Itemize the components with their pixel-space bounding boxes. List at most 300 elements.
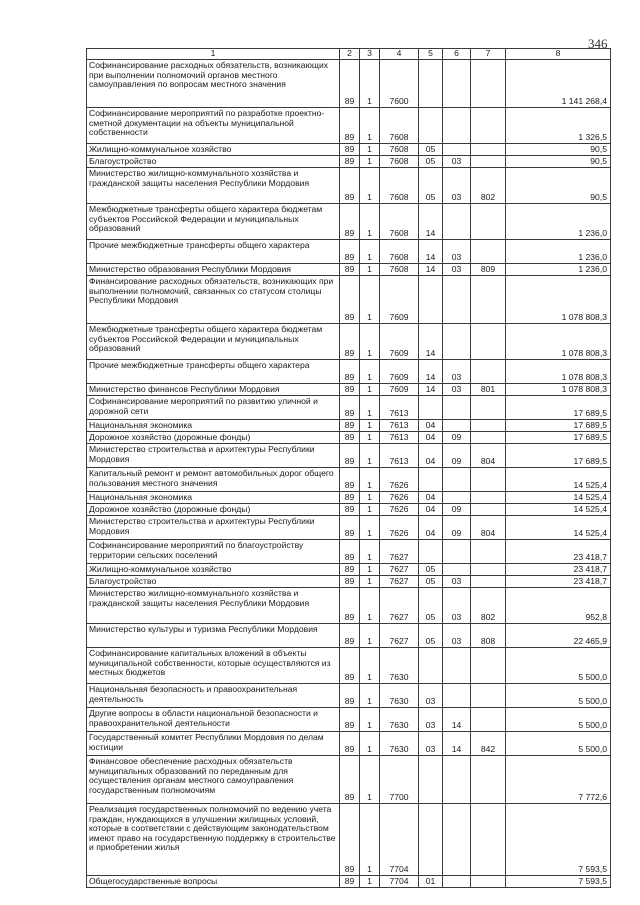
- section-code-cell: 89: [340, 876, 360, 888]
- chapter-code-cell: 01: [419, 876, 443, 888]
- table-row: [87, 108, 611, 144]
- target-article-cell: 7627: [380, 540, 419, 564]
- section-code-cell: 89: [340, 432, 360, 444]
- chapter-code-cell: 04: [419, 432, 443, 444]
- row-name-cell: Софинансирование капитальных вложений в объекты муниципальной собственности, которые осуществляются из местных бюджетов: [87, 648, 340, 684]
- subsection-code-cell: 1: [360, 156, 380, 168]
- amount-cell: 17 689,5: [506, 432, 611, 444]
- section-code-cell: 89: [340, 648, 360, 684]
- subsection-code-cell: 1: [360, 516, 380, 540]
- row-name-cell: Софинансирование мероприятий по благоустройству территории сельских поселений: [87, 540, 340, 564]
- subchapter-code-cell: [443, 876, 471, 888]
- amount-cell: 22 465,9: [506, 624, 611, 648]
- subsection-code-cell: 1: [360, 564, 380, 576]
- subsection-code-cell: 1: [360, 624, 380, 648]
- agency-code-cell: [471, 420, 506, 432]
- section-code-cell: 89: [340, 540, 360, 564]
- row-name-cell: Прочие межбюджетные трансферты общего характера: [87, 360, 340, 384]
- section-code-cell: 89: [340, 168, 360, 204]
- chapter-code-cell: 04: [419, 504, 443, 516]
- section-code-cell: 89: [340, 276, 360, 324]
- target-article-cell: 7700: [380, 756, 419, 804]
- subchapter-code-cell: [443, 648, 471, 684]
- target-article-cell: 7609: [380, 360, 419, 384]
- section-code-cell: 89: [340, 396, 360, 420]
- table-row: [87, 420, 611, 432]
- table-row: [87, 444, 611, 468]
- subchapter-code-cell: [443, 396, 471, 420]
- subchapter-code-cell: 14: [443, 708, 471, 732]
- section-code-cell: 89: [340, 504, 360, 516]
- row-name-cell: Благоустройство: [87, 576, 340, 588]
- section-code-cell: 89: [340, 756, 360, 804]
- agency-code-cell: [471, 504, 506, 516]
- row-name-cell: Министерство строительства и архитектуры Республики Мордовия: [87, 516, 340, 540]
- row-name-cell: Министерство жилищно-коммунального хозяйства и гражданской защиты населения Республики Мордовия: [87, 168, 340, 204]
- table-row: [87, 804, 611, 876]
- target-article-cell: 7626: [380, 492, 419, 504]
- agency-code-cell: 804: [471, 516, 506, 540]
- subchapter-code-cell: [443, 276, 471, 324]
- section-code-cell: 89: [340, 60, 360, 108]
- target-article-cell: 7609: [380, 324, 419, 360]
- amount-cell: 1 236,0: [506, 204, 611, 240]
- subchapter-code-cell: [443, 324, 471, 360]
- row-name-cell: Национальная экономика: [87, 492, 340, 504]
- agency-code-cell: [471, 876, 506, 888]
- agency-code-cell: 802: [471, 168, 506, 204]
- section-code-cell: 89: [340, 420, 360, 432]
- row-name-cell: Дорожное хозяйство (дорожные фонды): [87, 504, 340, 516]
- section-code-cell: 89: [340, 588, 360, 624]
- table-row: [87, 588, 611, 624]
- agency-code-cell: [471, 60, 506, 108]
- header-cell: 4: [380, 49, 419, 60]
- target-article-cell: 7608: [380, 168, 419, 204]
- amount-cell: 7 593,5: [506, 876, 611, 888]
- target-article-cell: 7608: [380, 108, 419, 144]
- amount-cell: 1 236,0: [506, 264, 611, 276]
- subsection-code-cell: 1: [360, 876, 380, 888]
- subsection-code-cell: 1: [360, 432, 380, 444]
- row-name-cell: Софинансирование мероприятий по разработке проектно-сметной документации на объекты муниципальной собственности: [87, 108, 340, 144]
- row-name-cell: Реализация государственных полномочий по ведению учета граждан, нуждающихся в улучшении жилищных условий, которые в соответствии с действующим законодательством имеют право на государственную поддержку в строительстве и приобретении жилья: [87, 804, 340, 876]
- chapter-code-cell: 04: [419, 444, 443, 468]
- target-article-cell: 7627: [380, 588, 419, 624]
- section-code-cell: 89: [340, 324, 360, 360]
- table-row: [87, 204, 611, 240]
- table-row: [87, 360, 611, 384]
- agency-code-cell: [471, 540, 506, 564]
- table-row: [87, 708, 611, 732]
- chapter-code-cell: 03: [419, 732, 443, 756]
- amount-cell: 23 418,7: [506, 540, 611, 564]
- row-name-cell: Капитальный ремонт и ремонт автомобильных дорог общего пользования местного значения: [87, 468, 340, 492]
- subchapter-code-cell: 09: [443, 444, 471, 468]
- subchapter-code-cell: [443, 420, 471, 432]
- chapter-code-cell: 05: [419, 588, 443, 624]
- table-row: [87, 576, 611, 588]
- budget-table: [86, 48, 611, 888]
- row-name-cell: Министерство культуры и туризма Республики Мордовия: [87, 624, 340, 648]
- agency-code-cell: [471, 204, 506, 240]
- row-name-cell: Государственный комитет Республики Мордовия по делам юстиции: [87, 732, 340, 756]
- row-name-cell: Национальная экономика: [87, 420, 340, 432]
- subsection-code-cell: 1: [360, 708, 380, 732]
- amount-cell: 14 525,4: [506, 468, 611, 492]
- target-article-cell: 7627: [380, 576, 419, 588]
- subchapter-code-cell: 14: [443, 732, 471, 756]
- row-name-cell: Министерство строительства и архитектуры Республики Мордовия: [87, 444, 340, 468]
- section-code-cell: 89: [340, 708, 360, 732]
- subsection-code-cell: 1: [360, 576, 380, 588]
- subchapter-code-cell: 09: [443, 432, 471, 444]
- target-article-cell: 7626: [380, 504, 419, 516]
- table-row: [87, 156, 611, 168]
- agency-code-cell: [471, 708, 506, 732]
- target-article-cell: 7608: [380, 264, 419, 276]
- subchapter-code-cell: 03: [443, 624, 471, 648]
- section-code-cell: 89: [340, 516, 360, 540]
- chapter-code-cell: 05: [419, 576, 443, 588]
- table-row: [87, 396, 611, 420]
- agency-code-cell: [471, 156, 506, 168]
- section-code-cell: 89: [340, 360, 360, 384]
- header-cell: 7: [471, 49, 506, 60]
- agency-code-cell: 809: [471, 264, 506, 276]
- subchapter-code-cell: 09: [443, 516, 471, 540]
- chapter-code-cell: 14: [419, 324, 443, 360]
- table-row: [87, 240, 611, 264]
- target-article-cell: 7608: [380, 144, 419, 156]
- subsection-code-cell: 1: [360, 420, 380, 432]
- chapter-code-cell: 14: [419, 264, 443, 276]
- amount-cell: 14 525,4: [506, 492, 611, 504]
- amount-cell: 17 689,5: [506, 444, 611, 468]
- section-code-cell: 89: [340, 444, 360, 468]
- subsection-code-cell: 1: [360, 396, 380, 420]
- chapter-code-cell: 05: [419, 624, 443, 648]
- agency-code-cell: [471, 276, 506, 324]
- target-article-cell: 7613: [380, 432, 419, 444]
- section-code-cell: 89: [340, 468, 360, 492]
- header-cell: 1: [87, 49, 340, 60]
- section-code-cell: 89: [340, 108, 360, 144]
- chapter-code-cell: 14: [419, 384, 443, 396]
- chapter-code-cell: [419, 804, 443, 876]
- subsection-code-cell: 1: [360, 732, 380, 756]
- target-article-cell: 7600: [380, 60, 419, 108]
- header-cell: 5: [419, 49, 443, 60]
- agency-code-cell: [471, 648, 506, 684]
- target-article-cell: 7608: [380, 204, 419, 240]
- table-row: [87, 504, 611, 516]
- amount-cell: 1 326,5: [506, 108, 611, 144]
- table-row: [87, 60, 611, 108]
- chapter-code-cell: [419, 108, 443, 144]
- agency-code-cell: [471, 324, 506, 360]
- subchapter-code-cell: [443, 540, 471, 564]
- subchapter-code-cell: [443, 468, 471, 492]
- subsection-code-cell: 1: [360, 144, 380, 156]
- section-code-cell: 89: [340, 240, 360, 264]
- chapter-code-cell: 04: [419, 516, 443, 540]
- chapter-code-cell: [419, 756, 443, 804]
- header-cell: 3: [360, 49, 380, 60]
- subsection-code-cell: 1: [360, 492, 380, 504]
- subsection-code-cell: 1: [360, 204, 380, 240]
- subchapter-code-cell: [443, 144, 471, 156]
- amount-cell: 1 078 808,3: [506, 384, 611, 396]
- subsection-code-cell: 1: [360, 684, 380, 708]
- chapter-code-cell: 14: [419, 360, 443, 384]
- agency-code-cell: [471, 468, 506, 492]
- table-header-row: [87, 49, 611, 60]
- subsection-code-cell: 1: [360, 108, 380, 144]
- agency-code-cell: 842: [471, 732, 506, 756]
- subsection-code-cell: 1: [360, 60, 380, 108]
- amount-cell: 17 689,5: [506, 420, 611, 432]
- subchapter-code-cell: [443, 60, 471, 108]
- section-code-cell: 89: [340, 492, 360, 504]
- agency-code-cell: 804: [471, 444, 506, 468]
- chapter-code-cell: [419, 540, 443, 564]
- table-body: [87, 60, 611, 888]
- row-name-cell: Дорожное хозяйство (дорожные фонды): [87, 432, 340, 444]
- table-row: [87, 276, 611, 324]
- subsection-code-cell: 1: [360, 504, 380, 516]
- subchapter-code-cell: 03: [443, 264, 471, 276]
- target-article-cell: 7627: [380, 564, 419, 576]
- amount-cell: 952,8: [506, 588, 611, 624]
- table-row: [87, 648, 611, 684]
- header-cell: 2: [340, 49, 360, 60]
- section-code-cell: 89: [340, 156, 360, 168]
- target-article-cell: 7626: [380, 468, 419, 492]
- row-name-cell: Министерство финансов Республики Мордовия: [87, 384, 340, 396]
- amount-cell: 23 418,7: [506, 564, 611, 576]
- target-article-cell: 7704: [380, 876, 419, 888]
- agency-code-cell: [471, 360, 506, 384]
- chapter-code-cell: 04: [419, 492, 443, 504]
- target-article-cell: 7609: [380, 276, 419, 324]
- agency-code-cell: 801: [471, 384, 506, 396]
- agency-code-cell: [471, 144, 506, 156]
- target-article-cell: 7630: [380, 708, 419, 732]
- table-row: [87, 168, 611, 204]
- subchapter-code-cell: 03: [443, 168, 471, 204]
- subchapter-code-cell: 03: [443, 156, 471, 168]
- row-name-cell: Межбюджетные трансферты общего характера бюджетам субъектов Российской Федерации и муниципальных образований: [87, 324, 340, 360]
- section-code-cell: 89: [340, 384, 360, 396]
- row-name-cell: Министерство образования Республики Мордовия: [87, 264, 340, 276]
- row-name-cell: Софинансирование расходных обязательств, возникающих при выполнении полномочий органов местного самоуправления по вопросам местного значения: [87, 60, 340, 108]
- section-code-cell: 89: [340, 732, 360, 756]
- table-row: [87, 732, 611, 756]
- chapter-code-cell: 04: [419, 420, 443, 432]
- section-code-cell: 89: [340, 624, 360, 648]
- target-article-cell: 7613: [380, 444, 419, 468]
- subchapter-code-cell: [443, 804, 471, 876]
- section-code-cell: 89: [340, 144, 360, 156]
- subchapter-code-cell: [443, 204, 471, 240]
- budget-table-sheet: [86, 48, 610, 888]
- target-article-cell: 7608: [380, 240, 419, 264]
- subchapter-code-cell: 09: [443, 504, 471, 516]
- agency-code-cell: [471, 492, 506, 504]
- table-row: [87, 684, 611, 708]
- subchapter-code-cell: 03: [443, 360, 471, 384]
- subsection-code-cell: 1: [360, 264, 380, 276]
- subchapter-code-cell: [443, 564, 471, 576]
- amount-cell: 7 593,5: [506, 804, 611, 876]
- table-row: [87, 324, 611, 360]
- chapter-code-cell: 14: [419, 204, 443, 240]
- agency-code-cell: 802: [471, 588, 506, 624]
- amount-cell: 1 078 808,3: [506, 324, 611, 360]
- row-name-cell: Общегосударственные вопросы: [87, 876, 340, 888]
- row-name-cell: Благоустройство: [87, 156, 340, 168]
- target-article-cell: 7627: [380, 624, 419, 648]
- section-code-cell: 89: [340, 576, 360, 588]
- table-row: [87, 432, 611, 444]
- agency-code-cell: 808: [471, 624, 506, 648]
- row-name-cell: Министерство жилищно-коммунального хозяйства и гражданской защиты населения Республики Мордовия: [87, 588, 340, 624]
- amount-cell: 5 500,0: [506, 648, 611, 684]
- target-article-cell: 7613: [380, 420, 419, 432]
- amount-cell: 23 418,7: [506, 576, 611, 588]
- agency-code-cell: [471, 684, 506, 708]
- row-name-cell: Финансирование расходных обязательств, возникающих при выполнении полномочий, связанных со статусом столицы Республики Мордовия: [87, 276, 340, 324]
- amount-cell: 5 500,0: [506, 732, 611, 756]
- table-row: [87, 492, 611, 504]
- table-row: [87, 516, 611, 540]
- amount-cell: 14 525,4: [506, 516, 611, 540]
- row-name-cell: Прочие межбюджетные трансферты общего характера: [87, 240, 340, 264]
- amount-cell: 1 078 808,3: [506, 276, 611, 324]
- header-cell: 6: [443, 49, 471, 60]
- chapter-code-cell: [419, 276, 443, 324]
- subchapter-code-cell: [443, 684, 471, 708]
- row-name-cell: Межбюджетные трансферты общего характера бюджетам субъектов Российской Федерации и муниципальных образований: [87, 204, 340, 240]
- agency-code-cell: [471, 564, 506, 576]
- chapter-code-cell: 03: [419, 684, 443, 708]
- header-cell: 8: [506, 49, 611, 60]
- section-code-cell: 89: [340, 684, 360, 708]
- section-code-cell: 89: [340, 564, 360, 576]
- row-name-cell: Другие вопросы в области национальной безопасности и правоохранительной деятельности: [87, 708, 340, 732]
- amount-cell: 90,5: [506, 156, 611, 168]
- row-name-cell: Софинансирование мероприятий по развитию уличной и дорожной сети: [87, 396, 340, 420]
- agency-code-cell: [471, 432, 506, 444]
- chapter-code-cell: [419, 60, 443, 108]
- target-article-cell: 7609: [380, 384, 419, 396]
- section-code-cell: 89: [340, 804, 360, 876]
- subsection-code-cell: 1: [360, 276, 380, 324]
- agency-code-cell: [471, 396, 506, 420]
- table-row: [87, 876, 611, 888]
- amount-cell: 90,5: [506, 168, 611, 204]
- amount-cell: 1 141 268,4: [506, 60, 611, 108]
- chapter-code-cell: [419, 396, 443, 420]
- target-article-cell: 7630: [380, 684, 419, 708]
- subchapter-code-cell: 03: [443, 576, 471, 588]
- subsection-code-cell: 1: [360, 756, 380, 804]
- amount-cell: 14 525,4: [506, 504, 611, 516]
- agency-code-cell: [471, 108, 506, 144]
- amount-cell: 7 772,6: [506, 756, 611, 804]
- subsection-code-cell: 1: [360, 468, 380, 492]
- amount-cell: 90,5: [506, 144, 611, 156]
- subsection-code-cell: 1: [360, 240, 380, 264]
- subchapter-code-cell: 03: [443, 240, 471, 264]
- chapter-code-cell: 05: [419, 156, 443, 168]
- target-article-cell: 7704: [380, 804, 419, 876]
- chapter-code-cell: 03: [419, 708, 443, 732]
- agency-code-cell: [471, 804, 506, 876]
- amount-cell: 1 078 808,3: [506, 360, 611, 384]
- subsection-code-cell: 1: [360, 384, 380, 396]
- section-code-cell: 89: [340, 204, 360, 240]
- amount-cell: 5 500,0: [506, 708, 611, 732]
- row-name-cell: Жилищно-коммунальное хозяйство: [87, 564, 340, 576]
- table-row: [87, 384, 611, 396]
- target-article-cell: 7626: [380, 516, 419, 540]
- subchapter-code-cell: 03: [443, 384, 471, 396]
- agency-code-cell: [471, 756, 506, 804]
- table-row: [87, 756, 611, 804]
- subsection-code-cell: 1: [360, 444, 380, 468]
- row-name-cell: Национальная безопасность и правоохранительная деятельность: [87, 684, 340, 708]
- amount-cell: 5 500,0: [506, 684, 611, 708]
- target-article-cell: 7630: [380, 648, 419, 684]
- subsection-code-cell: 1: [360, 804, 380, 876]
- table-row: [87, 264, 611, 276]
- agency-code-cell: [471, 240, 506, 264]
- target-article-cell: 7630: [380, 732, 419, 756]
- section-code-cell: 89: [340, 264, 360, 276]
- subsection-code-cell: 1: [360, 360, 380, 384]
- table-row: [87, 564, 611, 576]
- target-article-cell: 7608: [380, 156, 419, 168]
- subchapter-code-cell: [443, 492, 471, 504]
- subsection-code-cell: 1: [360, 540, 380, 564]
- subsection-code-cell: 1: [360, 588, 380, 624]
- page-number: 346: [588, 36, 608, 51]
- subsection-code-cell: 1: [360, 648, 380, 684]
- subsection-code-cell: 1: [360, 324, 380, 360]
- subchapter-code-cell: 03: [443, 588, 471, 624]
- row-name-cell: Финансовое обеспечение расходных обязательств муниципальных образований по переданным для осуществления органам местного самоуправления государственным полномочиям: [87, 756, 340, 804]
- agency-code-cell: [471, 576, 506, 588]
- chapter-code-cell: 05: [419, 168, 443, 204]
- chapter-code-cell: 14: [419, 240, 443, 264]
- amount-cell: 1 236,0: [506, 240, 611, 264]
- target-article-cell: 7613: [380, 396, 419, 420]
- table-row: [87, 144, 611, 156]
- row-name-cell: Жилищно-коммунальное хозяйство: [87, 144, 340, 156]
- chapter-code-cell: 05: [419, 564, 443, 576]
- subchapter-code-cell: [443, 756, 471, 804]
- chapter-code-cell: [419, 648, 443, 684]
- chapter-code-cell: 05: [419, 144, 443, 156]
- subchapter-code-cell: [443, 108, 471, 144]
- amount-cell: 17 689,5: [506, 396, 611, 420]
- table-row: [87, 624, 611, 648]
- table-row: [87, 468, 611, 492]
- subsection-code-cell: 1: [360, 168, 380, 204]
- table-row: [87, 540, 611, 564]
